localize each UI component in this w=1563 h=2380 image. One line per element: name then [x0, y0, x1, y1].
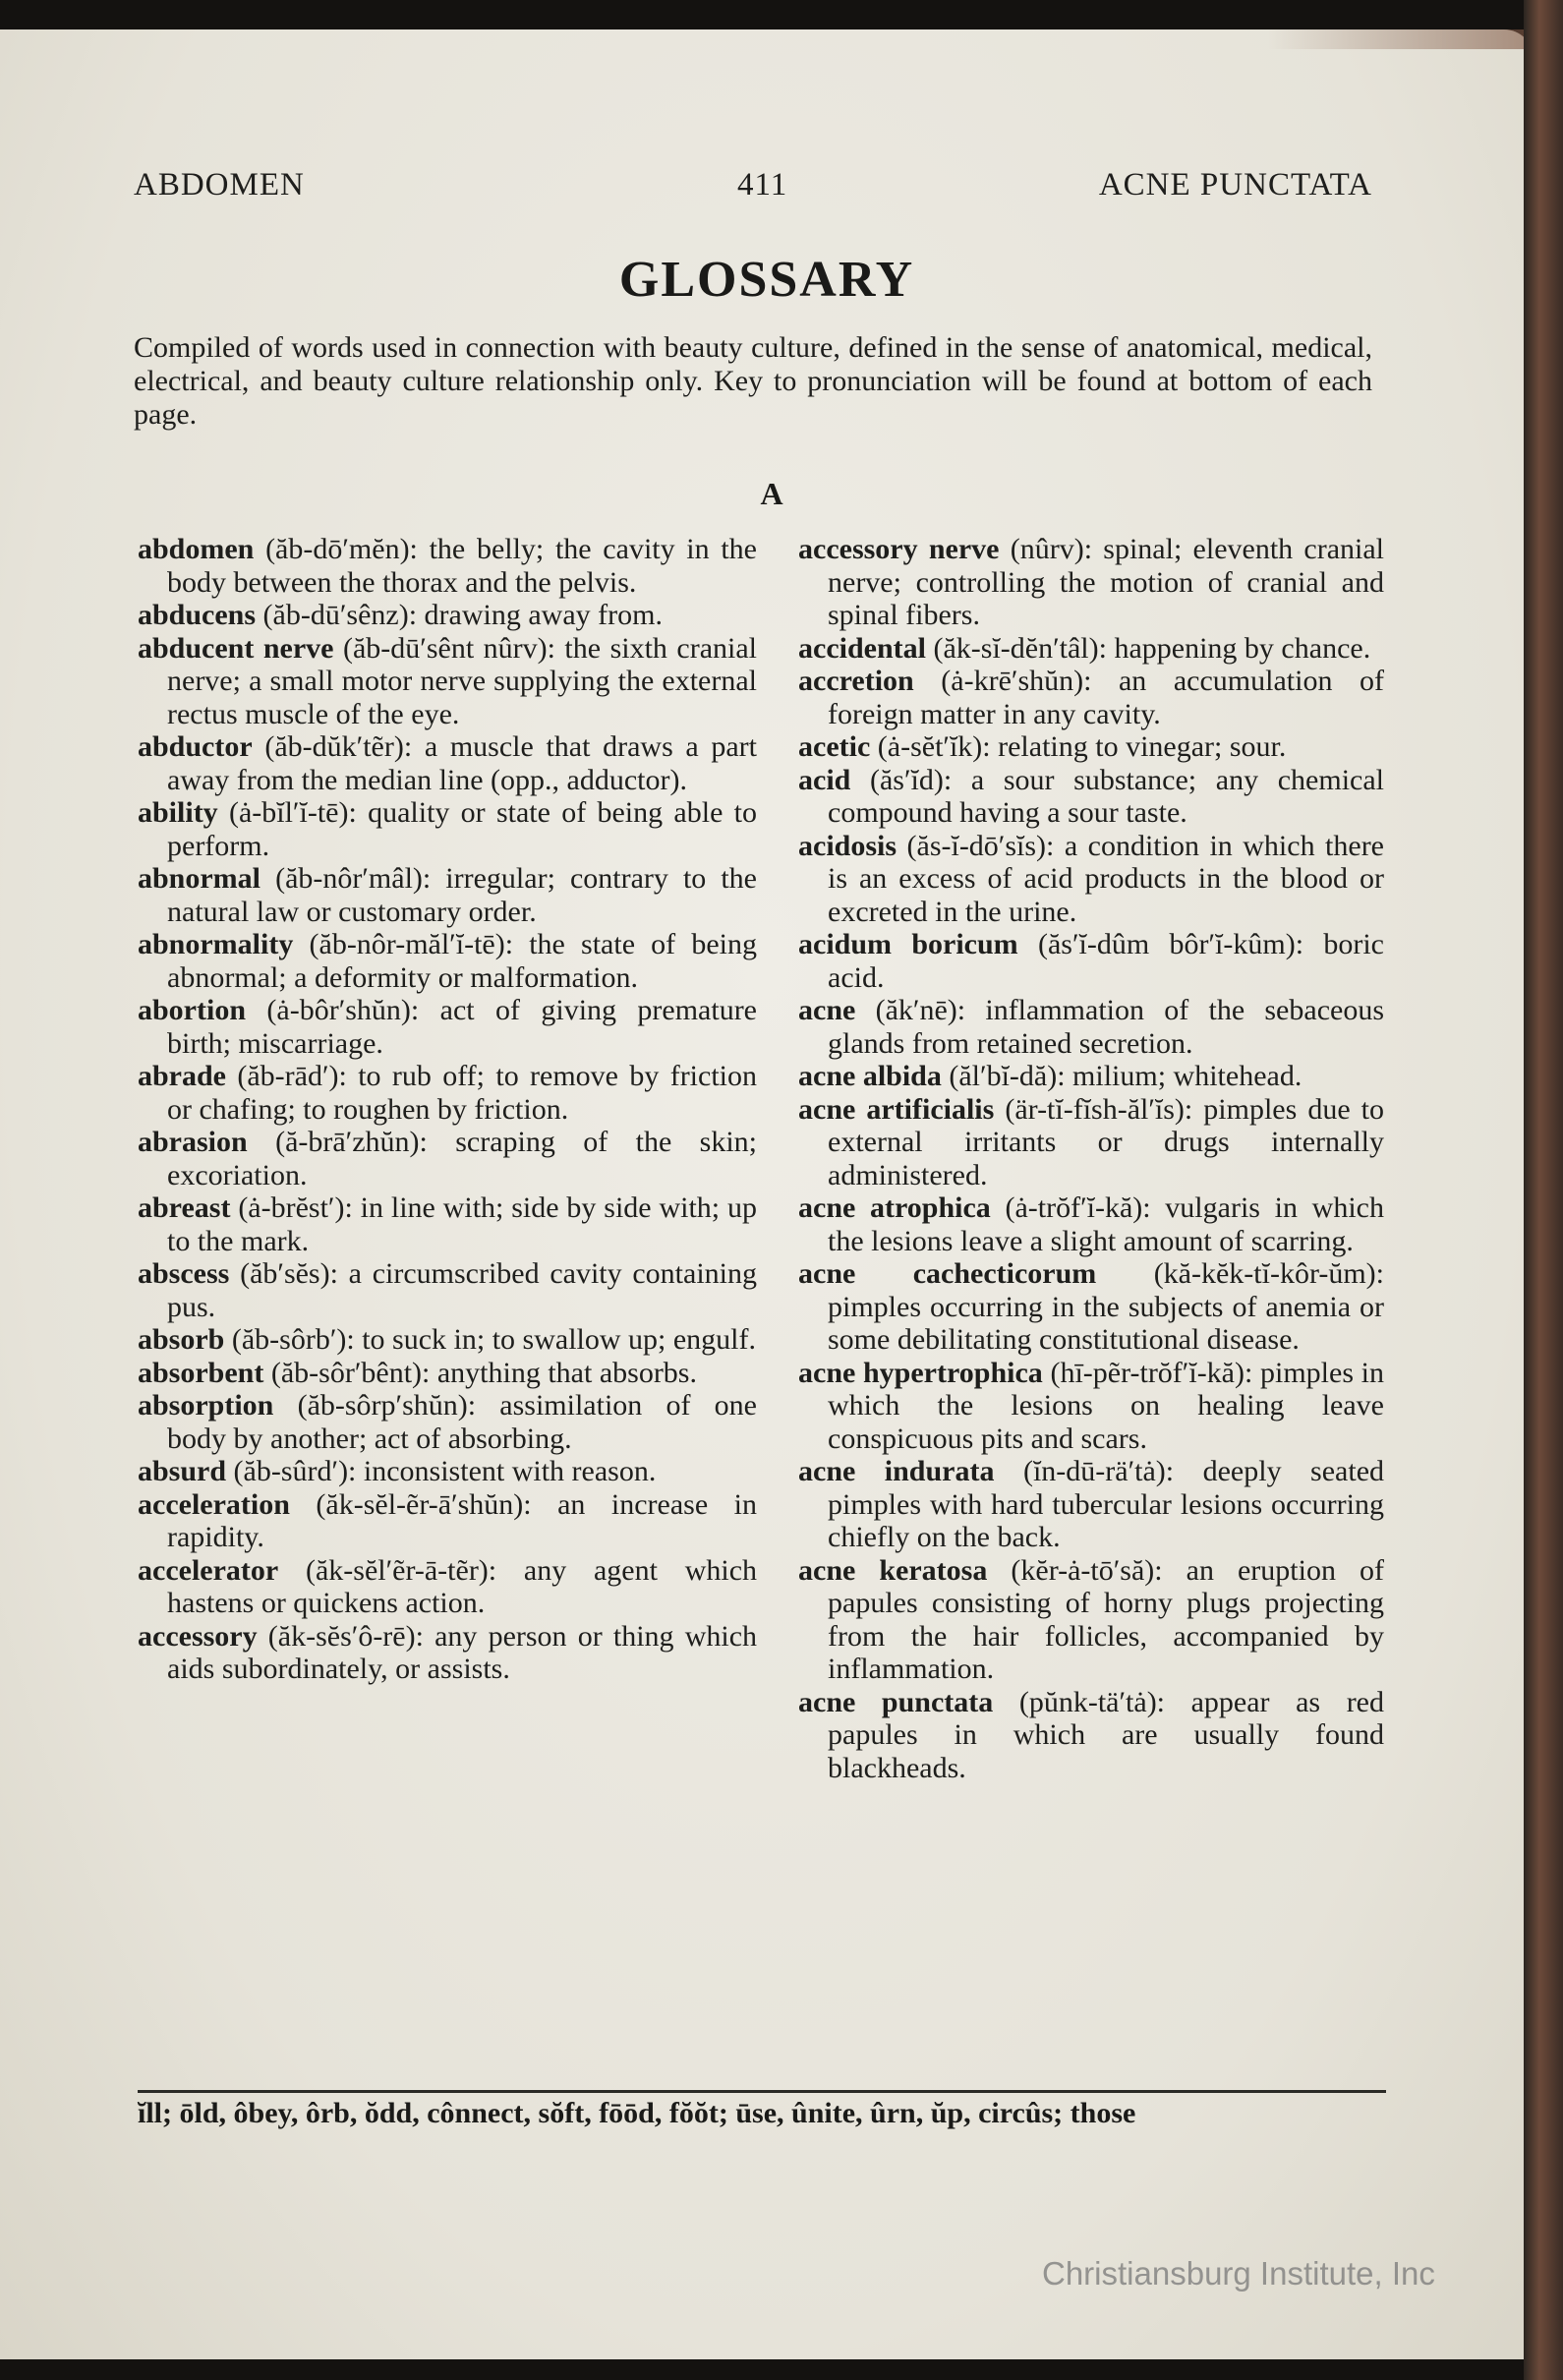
entry-term: acid: [798, 763, 851, 796]
glossary-entry: [138, 1126, 757, 1191]
glossary-entry: [798, 1357, 1384, 1456]
entry-definition: (ăb-dū′sênz): drawing away from.: [262, 599, 663, 631]
glossary-entry: [798, 1093, 1384, 1192]
glossary-entry: [798, 994, 1384, 1060]
page-title: GLOSSARY: [618, 252, 915, 308]
entry-term: ability: [138, 796, 218, 829]
glossary-entry: [138, 730, 757, 796]
entry-term: acne indurata: [798, 1455, 995, 1487]
glossary-entry: [138, 796, 757, 862]
entry-term: acne punctata: [798, 1685, 994, 1718]
entry-term: abnormality: [138, 928, 294, 960]
entry-definition: (ȧ-sĕt′ĭk): relating to vinegar; sour.: [877, 730, 1287, 763]
running-head: [134, 167, 1372, 206]
entry-term: abortion: [138, 994, 247, 1026]
entry-definition: (ăk-sĕs′ô-rē): any person or thing which aids subordinately, or assists.: [167, 1619, 758, 1685]
glossary-entry: [138, 1455, 757, 1488]
glossary-entry: [798, 1191, 1384, 1257]
glossary-entry: [798, 665, 1384, 730]
entry-definition: (ăb-sôrp′shŭn): assimilation of one body by another; act of absorbing.: [167, 1389, 757, 1455]
entry-term: acne atrophica: [798, 1191, 991, 1224]
glossary-entry: [138, 1191, 757, 1257]
entry-definition: (ăb-nôr′mâl): irregular; contrary to the natural law or customary order.: [167, 862, 758, 928]
glossary-entry: [798, 533, 1384, 632]
entry-term: acetic: [798, 730, 871, 763]
entry-definition: (ă-brā′zhŭn): scraping of the skin; excoriation.: [167, 1126, 757, 1191]
page-edge-stain: [1268, 29, 1524, 49]
entry-term: acne cachecticorum: [798, 1257, 1097, 1290]
entry-term: abducent nerve: [138, 631, 334, 665]
glossary-entry: [138, 994, 757, 1060]
entry-definition: (ăs′ĭ-dûm bôr′ĭ-kûm): boric acid.: [828, 928, 1384, 994]
footer-rule: [138, 2090, 1386, 2093]
glossary-entry: [798, 1257, 1384, 1357]
entry-term: acne: [798, 994, 856, 1026]
glossary-entry: [798, 1554, 1384, 1686]
entry-term: accretion: [798, 665, 914, 697]
glossary-entry: [798, 730, 1384, 764]
pronunciation-key: ĭll; ōld, ôbey, ôrb, ŏdd, cônnect, sŏft, fōōd, fŏŏt; ūse, ûnite, ûrn, ŭp, circûs; those: [138, 2097, 1136, 2129]
intro-paragraph: Compiled of words used in connection with beauty culture, defined in the sense of anatomical, medical, electrical, and beauty culture relationship only. Key to pronunciation will be found at bottom of each page.: [134, 331, 1372, 431]
entry-term: acne hypertrophica: [798, 1356, 1043, 1389]
entry-definition: (ăl′bĭ-dă): milium; whitehead.: [949, 1060, 1302, 1092]
entry-definition: (ȧ-brĕst′): in line with; side by side with; up to the mark.: [167, 1191, 757, 1257]
glossary-entry: [138, 862, 757, 928]
right-guide-word: ACNE PUNCTATA: [1098, 167, 1372, 203]
entry-term: abscess: [138, 1257, 230, 1290]
entry-definition: (ăb-nôr-măl′ĭ-tē): the state of being abnormal; a deformity or malformation.: [167, 928, 757, 994]
entry-definition: (ȧ-krē′shŭn): an accumulation of foreign matter in any cavity.: [828, 665, 1384, 730]
entry-definition: (ĭn-dū-rä′tȧ): deeply seated pimples with hard tubercular lesions occurring chiefly on the back.: [828, 1455, 1385, 1553]
glossary-entry: [798, 1455, 1384, 1554]
entry-definition: (kĕr-ȧ-tō′să): an eruption of papules consisting of horny plugs projecting from the hair follicles, accompanied by inflammation.: [828, 1553, 1384, 1685]
entry-term: acidosis: [798, 829, 897, 862]
entry-definition: (ăk-sĕl′ẽr-ā-tẽr): any agent which hastens or quickens action.: [167, 1553, 758, 1619]
entry-definition: (ăb-dū′sênt nûrv): the sixth cranial nerve; a small motor nerve supplying the external rectus muscle of the eye.: [167, 631, 757, 730]
glossary-entry: [138, 533, 757, 599]
entry-definition: (kă-kĕk-tĭ-kôr-ŭm): pimples occurring in the subjects of anemia or some debilitating constitutional disease.: [828, 1257, 1384, 1356]
entry-definition: (ȧ-bôr′shŭn): act of giving premature birth; miscarriage.: [167, 994, 758, 1060]
entry-term: abnormal: [138, 862, 261, 895]
entry-term: abrasion: [138, 1126, 248, 1158]
entry-definition: (ăb-sôr′bênt): anything that absorbs.: [270, 1356, 697, 1389]
glossary-entry: [138, 1323, 757, 1357]
glossary-entry: [798, 764, 1384, 830]
entry-term: abrade: [138, 1060, 226, 1092]
watermark: Christiansburg Institute, Inc: [1042, 2255, 1435, 2292]
entry-term: acne keratosa: [798, 1553, 988, 1587]
entry-definition: (ăb-sûrd′): inconsistent with reason.: [233, 1455, 657, 1487]
glossary-entry: [138, 1389, 757, 1455]
entry-definition: (nûrv): spinal; eleventh cranial nerve; controlling the motion of cranial and spinal fibers.: [828, 533, 1385, 631]
entry-term: acne artificialis: [798, 1092, 995, 1126]
glossary-entry: [798, 928, 1384, 994]
glossary-entry: [138, 1357, 757, 1390]
entry-term: accelerator: [138, 1553, 279, 1587]
glossary-column-left: [138, 533, 757, 1686]
entry-definition: (är-tĭ-fĭsh-ăl′ĭs): pimples due to external irritants or drugs internally administered.: [828, 1092, 1385, 1191]
entry-term: absurd: [138, 1455, 227, 1487]
entry-definition: (ăb-rād′): to rub off; to remove by friction or chafing; to roughen by friction.: [167, 1060, 757, 1126]
entry-term: acceleration: [138, 1487, 290, 1521]
entry-term: acidum boricum: [798, 928, 1018, 960]
entry-term: absorb: [138, 1323, 225, 1356]
glossary-entry: [798, 1060, 1384, 1093]
glossary-entry: [138, 632, 757, 731]
entry-definition: (ăb-dō′mĕn): the belly; the cavity in the body between the thorax and the pelvis.: [167, 533, 757, 599]
entry-term: accessory nerve: [798, 533, 1000, 565]
entry-definition: (hī-pẽr-trŏf′ĭ-kă): pimples in which the lesions on healing leave conspicuous pits and scars.: [828, 1356, 1385, 1455]
entry-term: acne albida: [798, 1060, 942, 1092]
glossary-column-right: [798, 533, 1384, 1784]
entry-definition: (ăk-sĕl-ẽr-ā′shŭn): an increase in rapidity.: [167, 1487, 757, 1553]
entry-definition: (pŭnk-tä′tȧ): appear as red papules in which are usually found blackheads.: [828, 1685, 1384, 1784]
entry-term: accessory: [138, 1619, 258, 1653]
entry-term: accidental: [798, 631, 926, 665]
entry-definition: (ăb-dŭk′tẽr): a muscle that draws a part away from the median line (opp., adductor).: [167, 730, 758, 796]
entry-definition: (ȧ-bĭl′ĭ-tē): quality or state of being able to perform.: [167, 796, 757, 862]
glossary-entry: [138, 1060, 757, 1126]
glossary-entry: [798, 1686, 1384, 1785]
glossary-entry: [138, 928, 757, 994]
entry-term: absorbent: [138, 1356, 264, 1389]
entry-definition: (ăk′nē): inflammation of the sebaceous glands from retained secretion.: [828, 994, 1384, 1060]
glossary-entry: [138, 1488, 757, 1554]
entry-definition: (ȧ-trŏf′ĭ-kă): vulgaris in which the lesions leave a slight amount of scarring.: [828, 1191, 1384, 1257]
glossary-entry: [138, 1257, 757, 1323]
glossary-entry: [138, 599, 757, 632]
left-guide-word: ABDOMEN: [134, 167, 305, 203]
glossary-entry: [798, 632, 1384, 666]
entry-term: abdomen: [138, 533, 255, 565]
glossary-entry: [138, 1620, 757, 1686]
entry-definition: (ăs-ĭ-dō′sĭs): a condition in which there is an excess of acid products in the blood or excreted in the urine.: [828, 829, 1384, 928]
entry-term: abductor: [138, 730, 253, 763]
entry-term: abreast: [138, 1191, 231, 1224]
section-letter: A: [760, 476, 783, 511]
page-number: 411: [737, 167, 788, 203]
entry-term: abducens: [138, 599, 257, 631]
entry-definition: (ăb-sôrb′): to suck in; to swallow up; engulf.: [231, 1323, 757, 1356]
glossary-entry: [138, 1554, 757, 1620]
entry-definition: (ăs′ĭd): a sour substance; any chemical compound having a sour taste.: [828, 763, 1384, 829]
entry-definition: (ăk-sĭ-dĕn′tâl): happening by chance.: [933, 631, 1371, 665]
entry-term: absorption: [138, 1389, 274, 1422]
entry-definition: (ăb′sĕs): a circumscribed cavity containing pus.: [167, 1257, 757, 1323]
book-spine: [1524, 0, 1563, 2380]
glossary-entry: [798, 830, 1384, 929]
